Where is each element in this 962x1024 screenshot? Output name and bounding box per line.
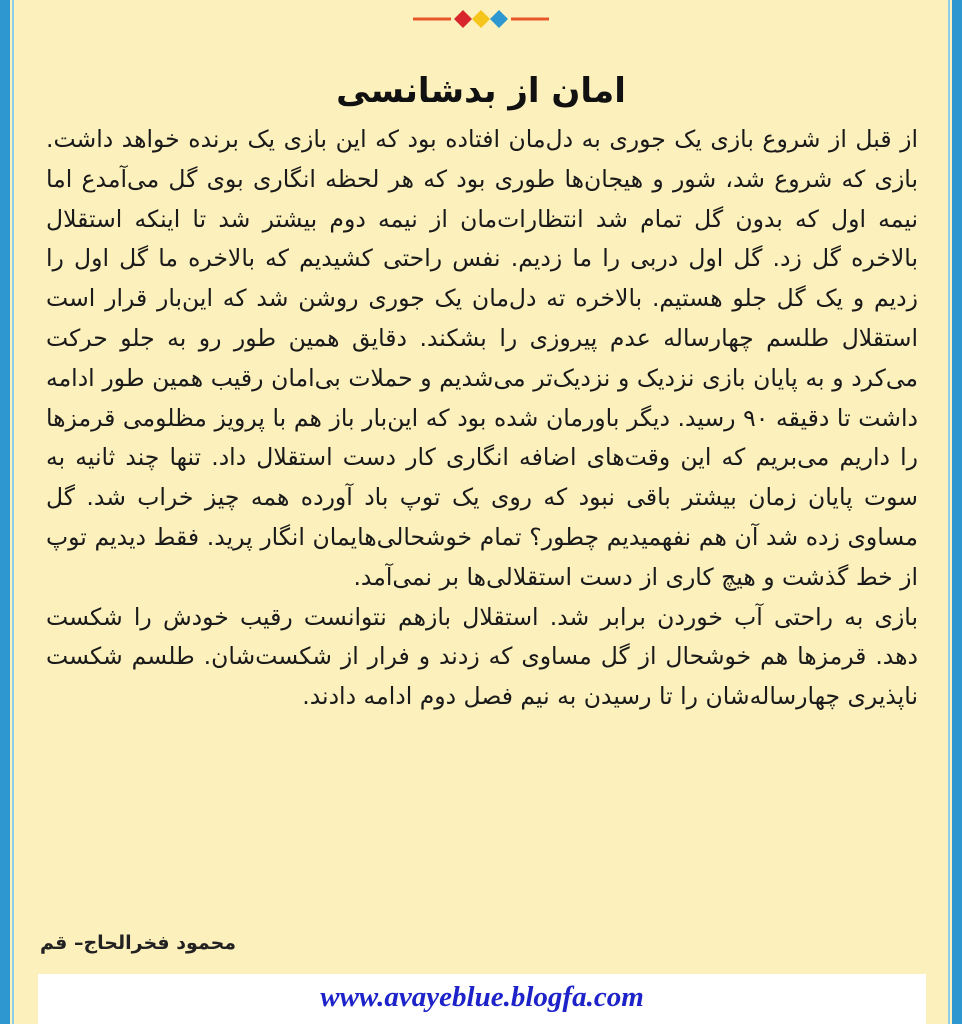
article-paragraph: از قبل از شروع بازی یک جوری به دل‌مان افتاده بود که این بازی یک برنده خواهد داشت. بازی که شروع شد، شور و هیجان‌ها طوری بود که هر لحظه انگاری بوی گل می‌آمدع اما نیمه اول که بدون گل تمام شد انتظارات‌مان از نیمه دوم بیشتر شد تا اینکه استقلال بالاخره گل زد. گل اول دربی را ما زدیم. نفس راحتی کشیدیم که بالاخره ما گل اول را زدیم و یک گل جلو هستیم. بالاخره ته دل‌مان یک جوری روشن شد که این‌بار قرار است استقلال طلسم چهارساله عدم پیروزی را بشکند. دقایق همین طور رو به جلو حرکت می‌کرد و به پایان بازی نزدیک و نزدیک‌تر می‌شدیم و حملات بی‌امان رقیب همین طور ادامه داشت تا دقیقه ۹۰ رسید. دیگر باورمان شده بود که این‌بار باز هم با پرویز مظلومی قرمزها را داریم می‌بریم که این وقت‌های اضافه انگاری کار دست استقلال داد. تنها چند ثانیه به سوت پایان زمان بیشتر باقی نبود که روی یک توپ باد آورده همه چیز خراب شد. گل مساوی زده شد آن هم نفهمیدیم چطور؟ تمام خوشحالی‌هایمان انگار پرید. فقط دیدیم توپ از خط گذشت و هیچ کاری از دست استقلالی‌ها بر نمی‌آمد. — [46, 125, 918, 591]
header-ornament — [411, 8, 551, 30]
diamond-ornament-icon — [411, 8, 551, 30]
author-signature: محمود فخرالحاج– قم — [40, 932, 237, 954]
footer-bar — [38, 974, 926, 1024]
article-paragraph: بازی به راحتی آب خوردن برابر شد. استقلال بازهم نتوانست رقیب خودش را شکست دهد. قرمزها هم خوشحال از گل مساوی که زدند و فرار از شکست‌شان. طلسم شکست ناپذیری چهارساله‌شان را تا رسیدن به نیم فصل دوم ادامه دادند. — [46, 602, 918, 711]
blue-diamond-icon — [490, 10, 508, 28]
red-diamond-icon — [454, 10, 472, 28]
article-body — [46, 120, 918, 717]
site-url-link[interactable]: www.avayeblue.blogfa.com — [320, 981, 644, 1013]
yellow-diamond-icon — [472, 10, 490, 28]
article-title: امان از بدشانسی — [336, 71, 626, 111]
